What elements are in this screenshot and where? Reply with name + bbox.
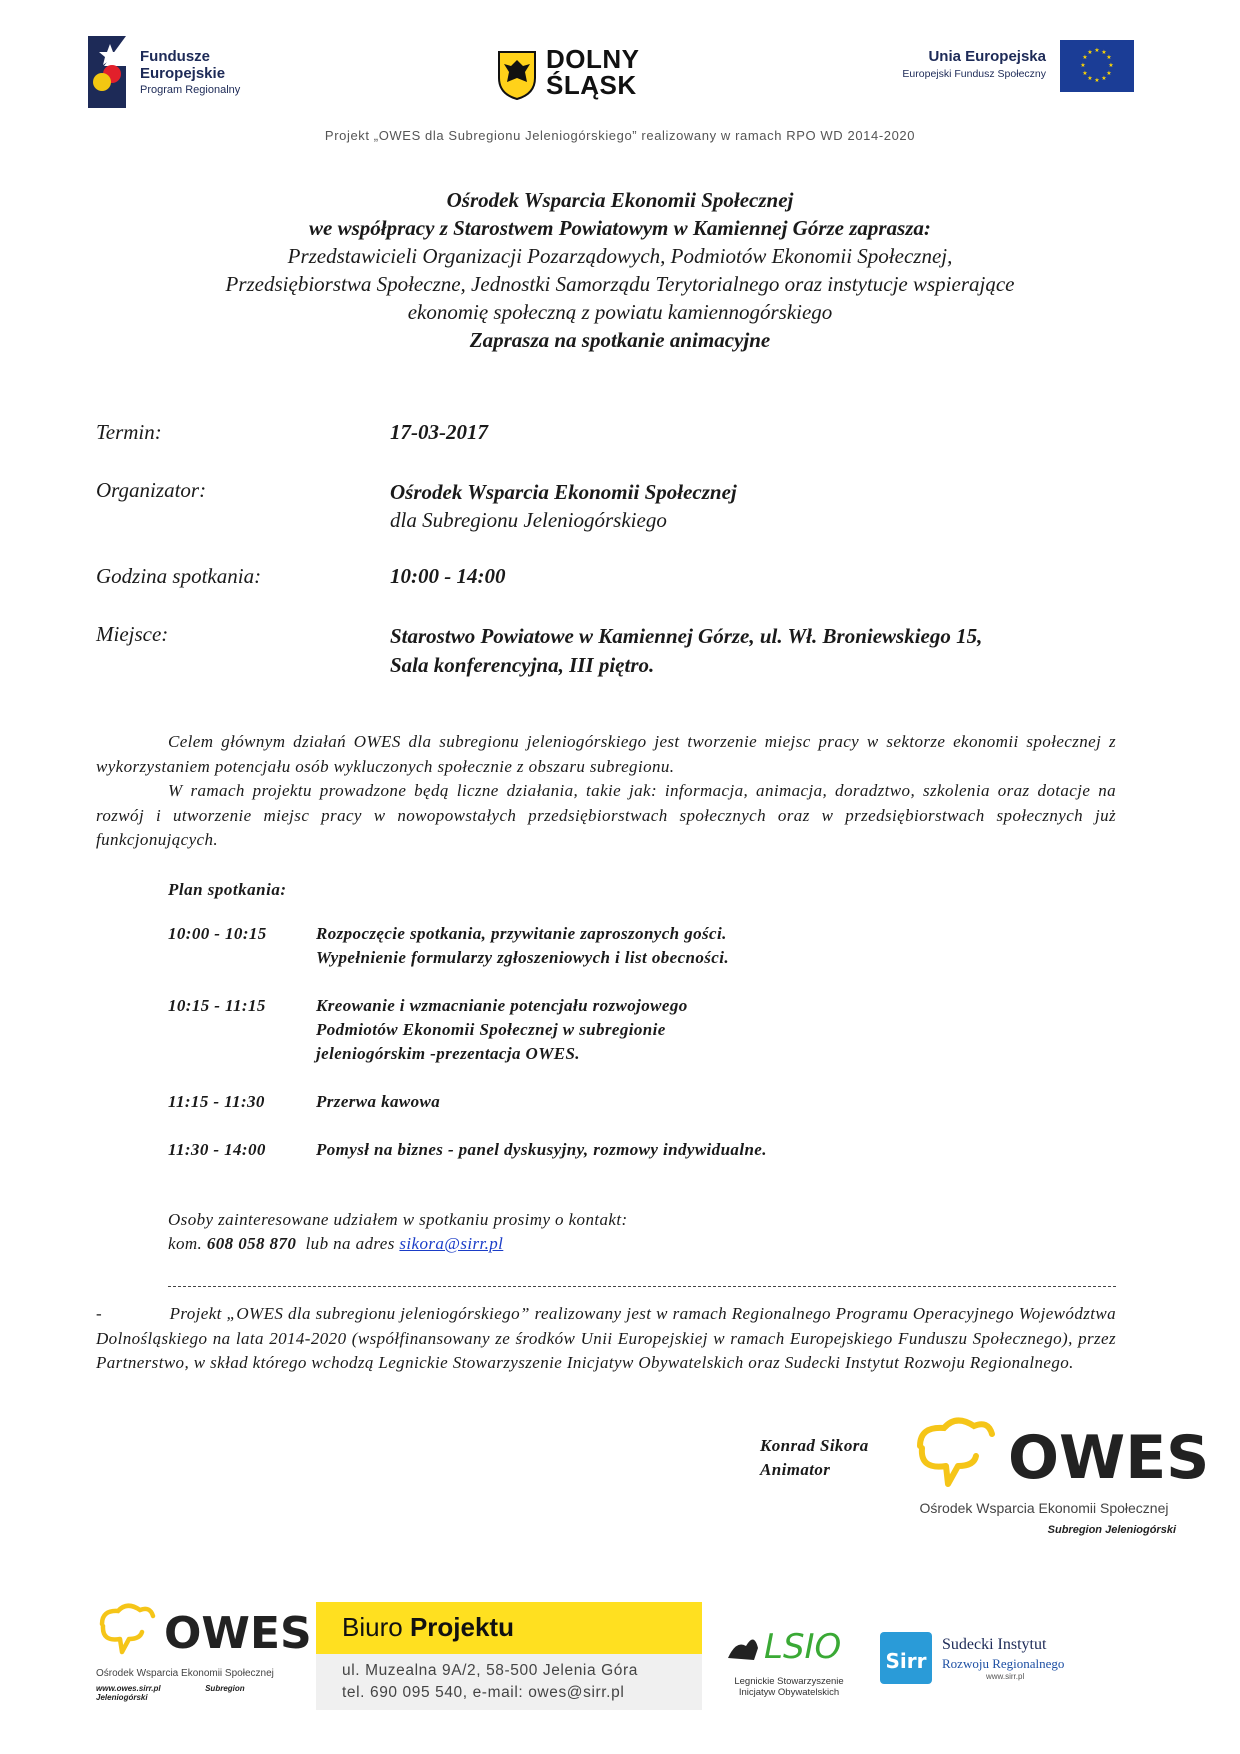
plan-item-desc-line: Pomysł na biznes - panel dyskusyjny, rozmowy indywidualne.: [316, 1140, 767, 1159]
sirr-logo-icon: [880, 1632, 932, 1684]
contact-line1: Osoby zainteresowane udziałem w spotkaniu prosimy o kontakt:: [168, 1210, 628, 1229]
plan-item-time: 11:30 - 14:00: [168, 1140, 266, 1159]
svg-text:★: ★: [1087, 75, 1093, 82]
plan-item-time: 10:15 - 11:15: [168, 996, 266, 1015]
svg-text:★: ★: [1106, 70, 1112, 77]
svg-text:★: ★: [1094, 77, 1100, 84]
signature-role: Animator: [760, 1460, 831, 1479]
unia-europejska-logo-text: [870, 48, 1046, 80]
title-line3: Przedstawicieli Organizacji Pozarządowych, Podmiotów Ekonomii Społecznej,: [287, 244, 953, 268]
termin-value: 17-03-2017: [390, 420, 488, 444]
footer-note-text: Projekt „OWES dla subregionu jeleniogórskiego” realizowany jest w ramach Regionalnego Programu Operacyjnego Województwa Dolnośląskiego na lata 2014-2020 (współfinansowany ze środków Unii Europejskiej w ramach Europejskiego Funduszu Społecznego), przez Partnerstwo, w skład którego wchodzą Legnickie Stowarzyszenie Inicjatyw Obywatelskich oraz Sudecki Instytut Rozwoju Regionalnego.: [96, 1304, 1116, 1372]
organizator-name: Ośrodek Wsparcia Ekonomii Społecznej: [390, 480, 737, 504]
plan-item: [168, 1090, 1016, 1114]
contact-middle: lub na adres: [305, 1234, 395, 1253]
sirr-line1: Sudecki Instytut: [942, 1636, 1047, 1653]
svg-text:★: ★: [1106, 54, 1112, 61]
miejsce-value: [390, 622, 982, 680]
sirr-word: Sirr: [885, 1649, 927, 1673]
lsio-caption: Legnickie Stowarzyszenie Inicjatyw Obywatelskich: [734, 1676, 844, 1698]
plan-item-desc-line: jeleniogórskim -prezentacja OWES.: [316, 1044, 580, 1063]
lsio-logo-icon: [724, 1620, 864, 1668]
ue-logo-line1: Unia Europejska: [928, 48, 1046, 65]
ue-logo-line2: Europejski Fundusz Społeczny: [902, 68, 1046, 80]
termin-label: Termin:: [96, 420, 162, 444]
plan-item-time: 11:15 - 11:30: [168, 1092, 265, 1111]
owes-logo-word: OWES: [1008, 1423, 1210, 1493]
biuro-word2: Projektu: [409, 1612, 514, 1642]
plan-item-desc-line: Wypełnienie formularzy zgłoszeniowych i list obecności.: [316, 948, 730, 967]
organizator-sub: dla Subregionu Jeleniogórskiego: [390, 508, 667, 532]
fe-logo-line3: Program Regionalny: [140, 84, 241, 96]
ds-logo-line2: ŚLĄSK: [546, 70, 637, 100]
biuro-title: [342, 1612, 514, 1643]
plan-item-time: 10:00 - 10:15: [168, 924, 267, 943]
svg-text:★: ★: [1080, 62, 1086, 69]
miejsce-line2: Sala konferencyjna, III piętro.: [390, 653, 655, 677]
owes-logo-caption2: Subregion Jeleniogórski: [1047, 1524, 1176, 1536]
godzina-label: Godzina spotkania:: [96, 564, 262, 588]
svg-text:★: ★: [1101, 49, 1107, 56]
owes-small-subregion: Subregion Jeleniogórski: [96, 1684, 245, 1702]
svg-text:★: ★: [1101, 75, 1107, 82]
miejsce-line1: Starostwo Powiatowe w Kamiennej Górze, ul. Wł. Broniewskiego 15,: [390, 624, 983, 648]
svg-text:★: ★: [1087, 49, 1093, 56]
fe-logo-line1: Fundusze: [140, 48, 210, 65]
biuro-address-line1: ul. Muzealna 9A/2, 58-500 Jelenia Góra: [342, 1662, 638, 1679]
title-line2: we współpracy z Starostwem Powiatowym w Kamiennej Górze zaprasza:: [309, 216, 931, 240]
plan-item-desc: [316, 922, 1016, 970]
owes-small-caption1: Ośrodek Wsparcia Ekonomii Społecznej: [96, 1668, 274, 1679]
biuro-word1: Biuro: [342, 1612, 403, 1642]
miejsce-label: Miejsce:: [96, 622, 169, 646]
owes-logo-caption1: Ośrodek Wsparcia Ekonomii Społecznej: [919, 1500, 1169, 1516]
body-paragraphs: [96, 730, 1116, 853]
biuro-address: [342, 1660, 638, 1704]
owes-small-caption2: [96, 1684, 286, 1702]
plan-title: Plan spotkania:: [168, 880, 287, 899]
plan-item-desc: [316, 994, 1016, 1066]
fundusze-europejskie-flag-icon: [88, 36, 126, 108]
footer-note-dash: -: [96, 1304, 103, 1323]
contact-email-link[interactable]: sikora@sirr.pl: [399, 1234, 504, 1253]
fe-logo-line2: Europejskie: [140, 65, 226, 82]
plan-item-desc-line: Rozpoczęcie spotkania, przywitanie zaproszonych gości.: [316, 924, 727, 943]
godzina-value: 10:00 - 14:00: [390, 564, 506, 588]
eagle-shield-icon: [497, 50, 537, 100]
signature: [760, 1434, 869, 1482]
svg-text:★: ★: [1094, 47, 1100, 54]
body-paragraph-1: Celem głównym działań OWES dla subregionu jeleniogórskiego jest tworzenie miejsc pracy w sektorze ekonomii społecznej z wykorzystaniem potencjału osób wykluczonych społecznie z obszaru subregionu.: [96, 732, 1116, 776]
header-project-note: Projekt „OWES dla Subregionu Jeleniogórskiego” realizowany w ramach RPO WD 2014-2020: [324, 128, 916, 143]
fundusze-europejskie-logo-text: [140, 48, 240, 99]
sirr-line2: Rozwoju Regionalnego: [942, 1656, 1065, 1671]
dashed-divider: [168, 1286, 1116, 1287]
plan-item-desc-line: Przerwa kawowa: [316, 1092, 441, 1111]
footer-note: [96, 1302, 1116, 1376]
title-line1: Ośrodek Wsparcia Ekonomii Społecznej: [446, 188, 794, 212]
contact-phone: 608 058 870: [206, 1234, 297, 1253]
contact-kom-prefix: kom.: [168, 1234, 203, 1253]
plan-item: [168, 922, 1016, 970]
dolny-slask-logo-text: [546, 46, 640, 98]
biuro-address-line2: tel. 690 095 540, e-mail: owes@sirr.pl: [342, 1684, 625, 1701]
ds-logo-line1: DOLNY: [546, 44, 640, 74]
owes-logo-icon: [912, 1412, 1210, 1493]
owes-small-url: www.owes.sirr.pl: [96, 1684, 161, 1693]
svg-text:★: ★: [1108, 62, 1114, 69]
svg-text:★: ★: [1082, 70, 1088, 77]
contact-block: [168, 1208, 628, 1256]
plan-item-desc: [316, 1090, 1016, 1114]
owes-small-word: OWES: [164, 1608, 312, 1659]
body-paragraph-2: W ramach projektu prowadzone będą liczne działania, takie jak: informacja, animacja, doradztwo, szkolenia oraz dotacje na rozwój i utworzenie miejsc pracy w nowopowstałych przedsiębiorstwach społecznych oraz w przedsiębiorstwach społecznych już funkcjonujących.: [96, 781, 1116, 849]
owes-small-logo-icon: [96, 1600, 312, 1659]
signature-name: Konrad Sikora: [760, 1436, 869, 1455]
organizator-value: [390, 478, 737, 534]
plan-item-desc-line: Podmiotów Ekonomii Społecznej w subregionie: [316, 1020, 666, 1039]
title-line5: ekonomię społeczną z powiatu kamiennogórskiego: [407, 300, 833, 324]
eu-flag-icon: [1060, 40, 1134, 92]
plan-item-desc: [316, 1138, 1016, 1162]
plan-item: [168, 1138, 1016, 1162]
contact-line2: [168, 1232, 628, 1256]
lsio-word: LSIO: [764, 1627, 842, 1667]
invitation-title: [60, 186, 1180, 354]
plan-item-desc-line: Kreowanie i wzmacnianie potencjału rozwojowego: [316, 996, 688, 1015]
organizator-label: Organizator:: [96, 478, 207, 502]
sirr-url: www.sirr.pl: [986, 1672, 1025, 1681]
plan-item: [168, 994, 1016, 1066]
svg-text:★: ★: [1082, 54, 1088, 61]
title-line6: Zaprasza na spotkanie animacyjne: [469, 328, 771, 352]
title-line4: Przedsiębiorstwa Społeczne, Jednostki Samorządu Terytorialnego oraz instytucje wspierające: [225, 272, 1015, 296]
